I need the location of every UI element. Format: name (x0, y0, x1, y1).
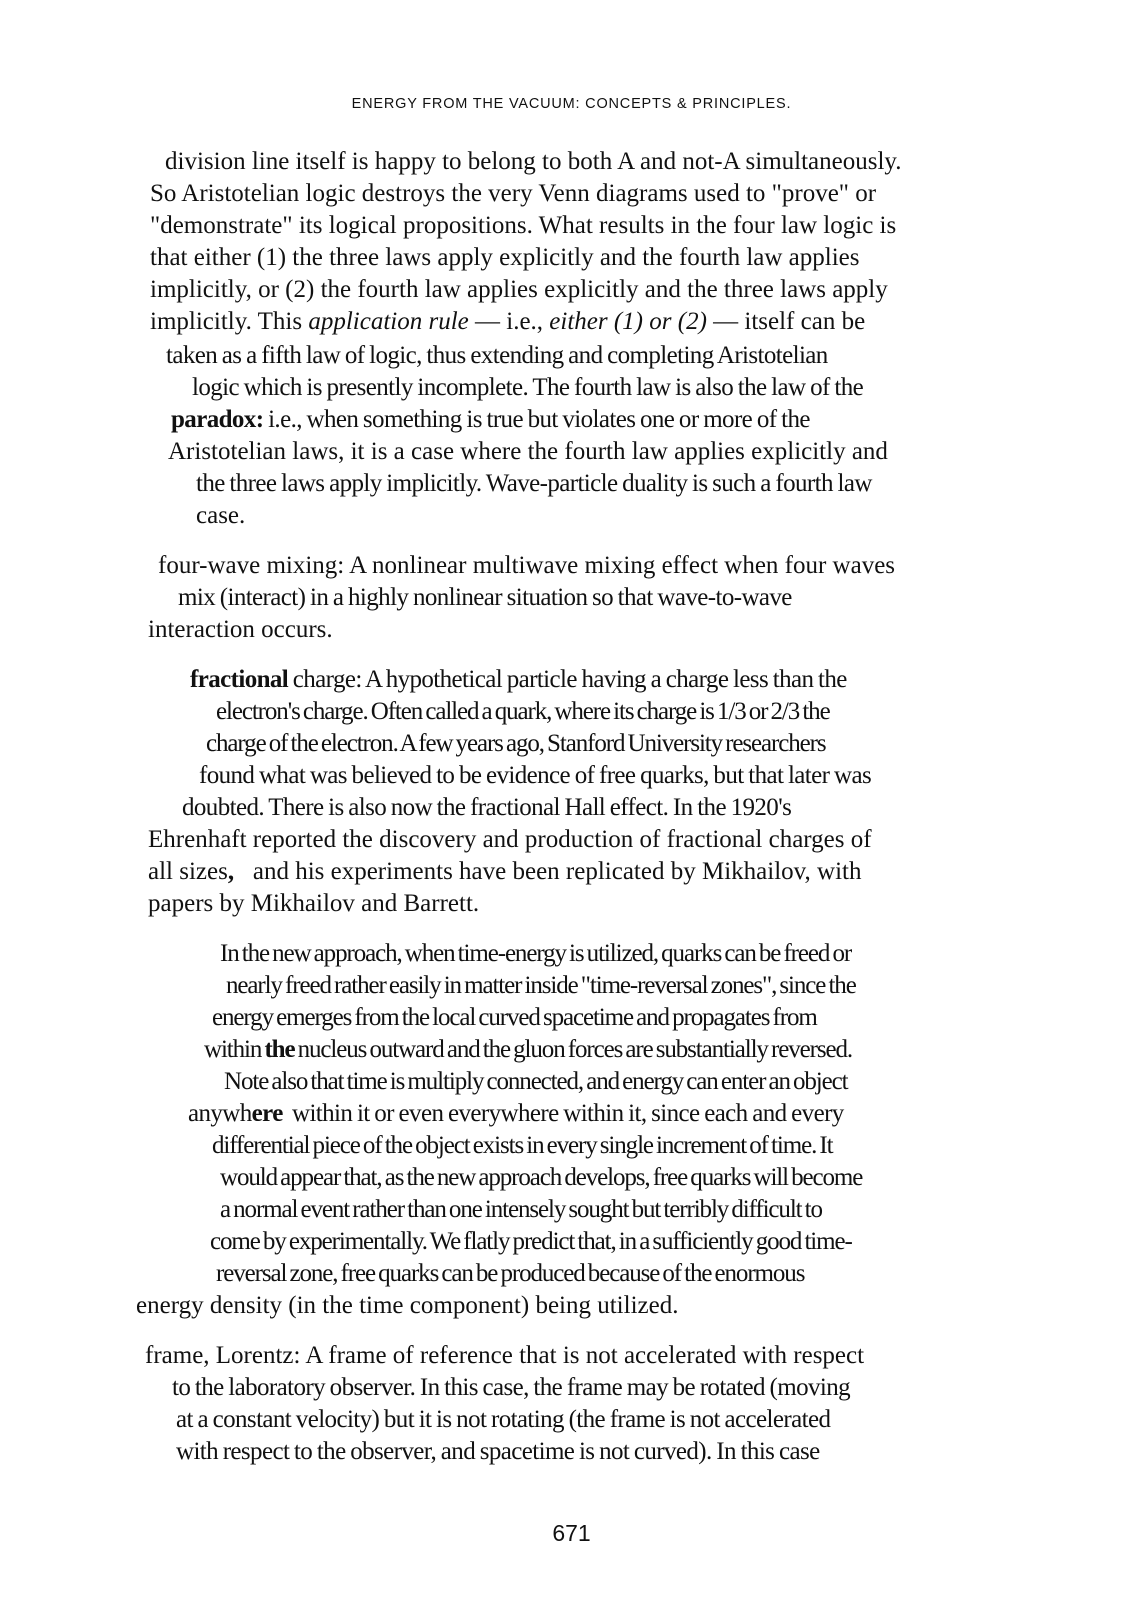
text-line: implicitly, or (2) the fourth law applies explicitly and the three laws apply (150, 276, 888, 303)
fractional-term: fractional (190, 666, 289, 693)
text-line: energy emerges from the local curved spacetime and propagates from (212, 1004, 817, 1031)
text-line: charge of the electron. A few years ago, Stanford University researchers (206, 730, 826, 757)
text-line: Note also that time is multiply connected, and energy can enter an object (224, 1068, 848, 1095)
text-line: case. (196, 502, 246, 529)
page-number: 671 (552, 1520, 591, 1546)
text-line: doubted. There is also now the fractional Hall effect. In the 1920's (182, 794, 792, 821)
text-line: found what was believed to be evidence of free quarks, but that later was (199, 762, 872, 789)
text-line: implicitly. This application rule — i.e., either (1) or (2) — itself can be (150, 308, 866, 335)
text-line: all sizes, and his experiments have been replicated by Mikhailov, with (148, 858, 862, 885)
text-line: reversal zone, free quarks can be produced because of the enormous (216, 1260, 805, 1287)
running-header: ENERGY FROM THE VACUUM: CONCEPTS & PRINCIPLES. (351, 96, 792, 112)
text-line: "demonstrate" its logical propositions. What results in the four law logic is (150, 212, 897, 239)
text-line: interaction occurs. (148, 616, 333, 643)
text-line: division line itself is happy to belong to both A and not-A simultaneously. (165, 148, 902, 175)
text-line: differential piece of the object exists in every single increment of time. It (212, 1132, 833, 1159)
text-line: energy density (in the time component) being utilized. (136, 1292, 679, 1319)
paradox-term: paradox: (171, 406, 264, 433)
text-line: frame, Lorentz: A frame of reference that is not accelerated with respect (145, 1342, 865, 1369)
text-line: paradox: i.e., when something is true but violates one or more of the (171, 406, 810, 433)
text-line: anywhere within it or even everywhere within it, since each and every (188, 1100, 844, 1127)
application-rule-term: application rule (308, 308, 469, 335)
text-line: Ehrenhaft reported the discovery and production of fractional charges of (148, 826, 872, 853)
either-term: either (1) or (2) (549, 308, 707, 335)
text-line: within the nucleus outward and the gluon forces are substantially reversed. (204, 1036, 852, 1063)
text-line: would appear that, as the new approach develops, free quarks will become (220, 1164, 863, 1191)
text-line: In the new approach, when time-energy is utilized, quarks can be freed or (220, 940, 852, 967)
text-line: with respect to the observer, and spacetime is not curved). In this case (176, 1438, 820, 1465)
text-line: So Aristotelian logic destroys the very Venn diagrams used to "prove" or (150, 180, 877, 207)
text-line: taken as a fifth law of logic, thus extending and completing Aristotelian (166, 342, 828, 369)
text-line: at a constant velocity) but it is not rotating (the frame is not accelerated (176, 1406, 831, 1433)
text-line: mix (interact) in a highly nonlinear situation so that wave-to-wave (178, 584, 792, 611)
text-line: fractional charge: A hypothetical particle having a charge less than the (190, 666, 847, 693)
text-line: four-wave mixing: A nonlinear multiwave mixing effect when four waves (158, 552, 896, 579)
text-line: come by experimentally. We flatly predict that, in a sufficiently good time- (210, 1228, 852, 1255)
text-line: electron's charge. Often called a quark, where its charge is 1/3 or 2/3 the (216, 698, 830, 725)
text-line: nearly freed rather easily in matter inside "time-reversal zones", since the (226, 972, 856, 999)
text-line: a normal event rather than one intensely sought but terribly difficult to (220, 1196, 822, 1223)
text-line: to the laboratory observer. In this case, the frame may be rotated (moving (172, 1374, 851, 1401)
text-line: Aristotelian laws, it is a case where the fourth law applies explicitly and (168, 438, 888, 465)
text-line: that either (1) the three laws apply explicitly and the fourth law applies (150, 244, 860, 271)
text-line: logic which is presently incomplete. The fourth law is also the law of the (192, 374, 864, 401)
text-line: papers by Mikhailov and Barrett. (148, 890, 480, 917)
text-line: the three laws apply implicitly. Wave-particle duality is such a fourth law (196, 470, 872, 497)
